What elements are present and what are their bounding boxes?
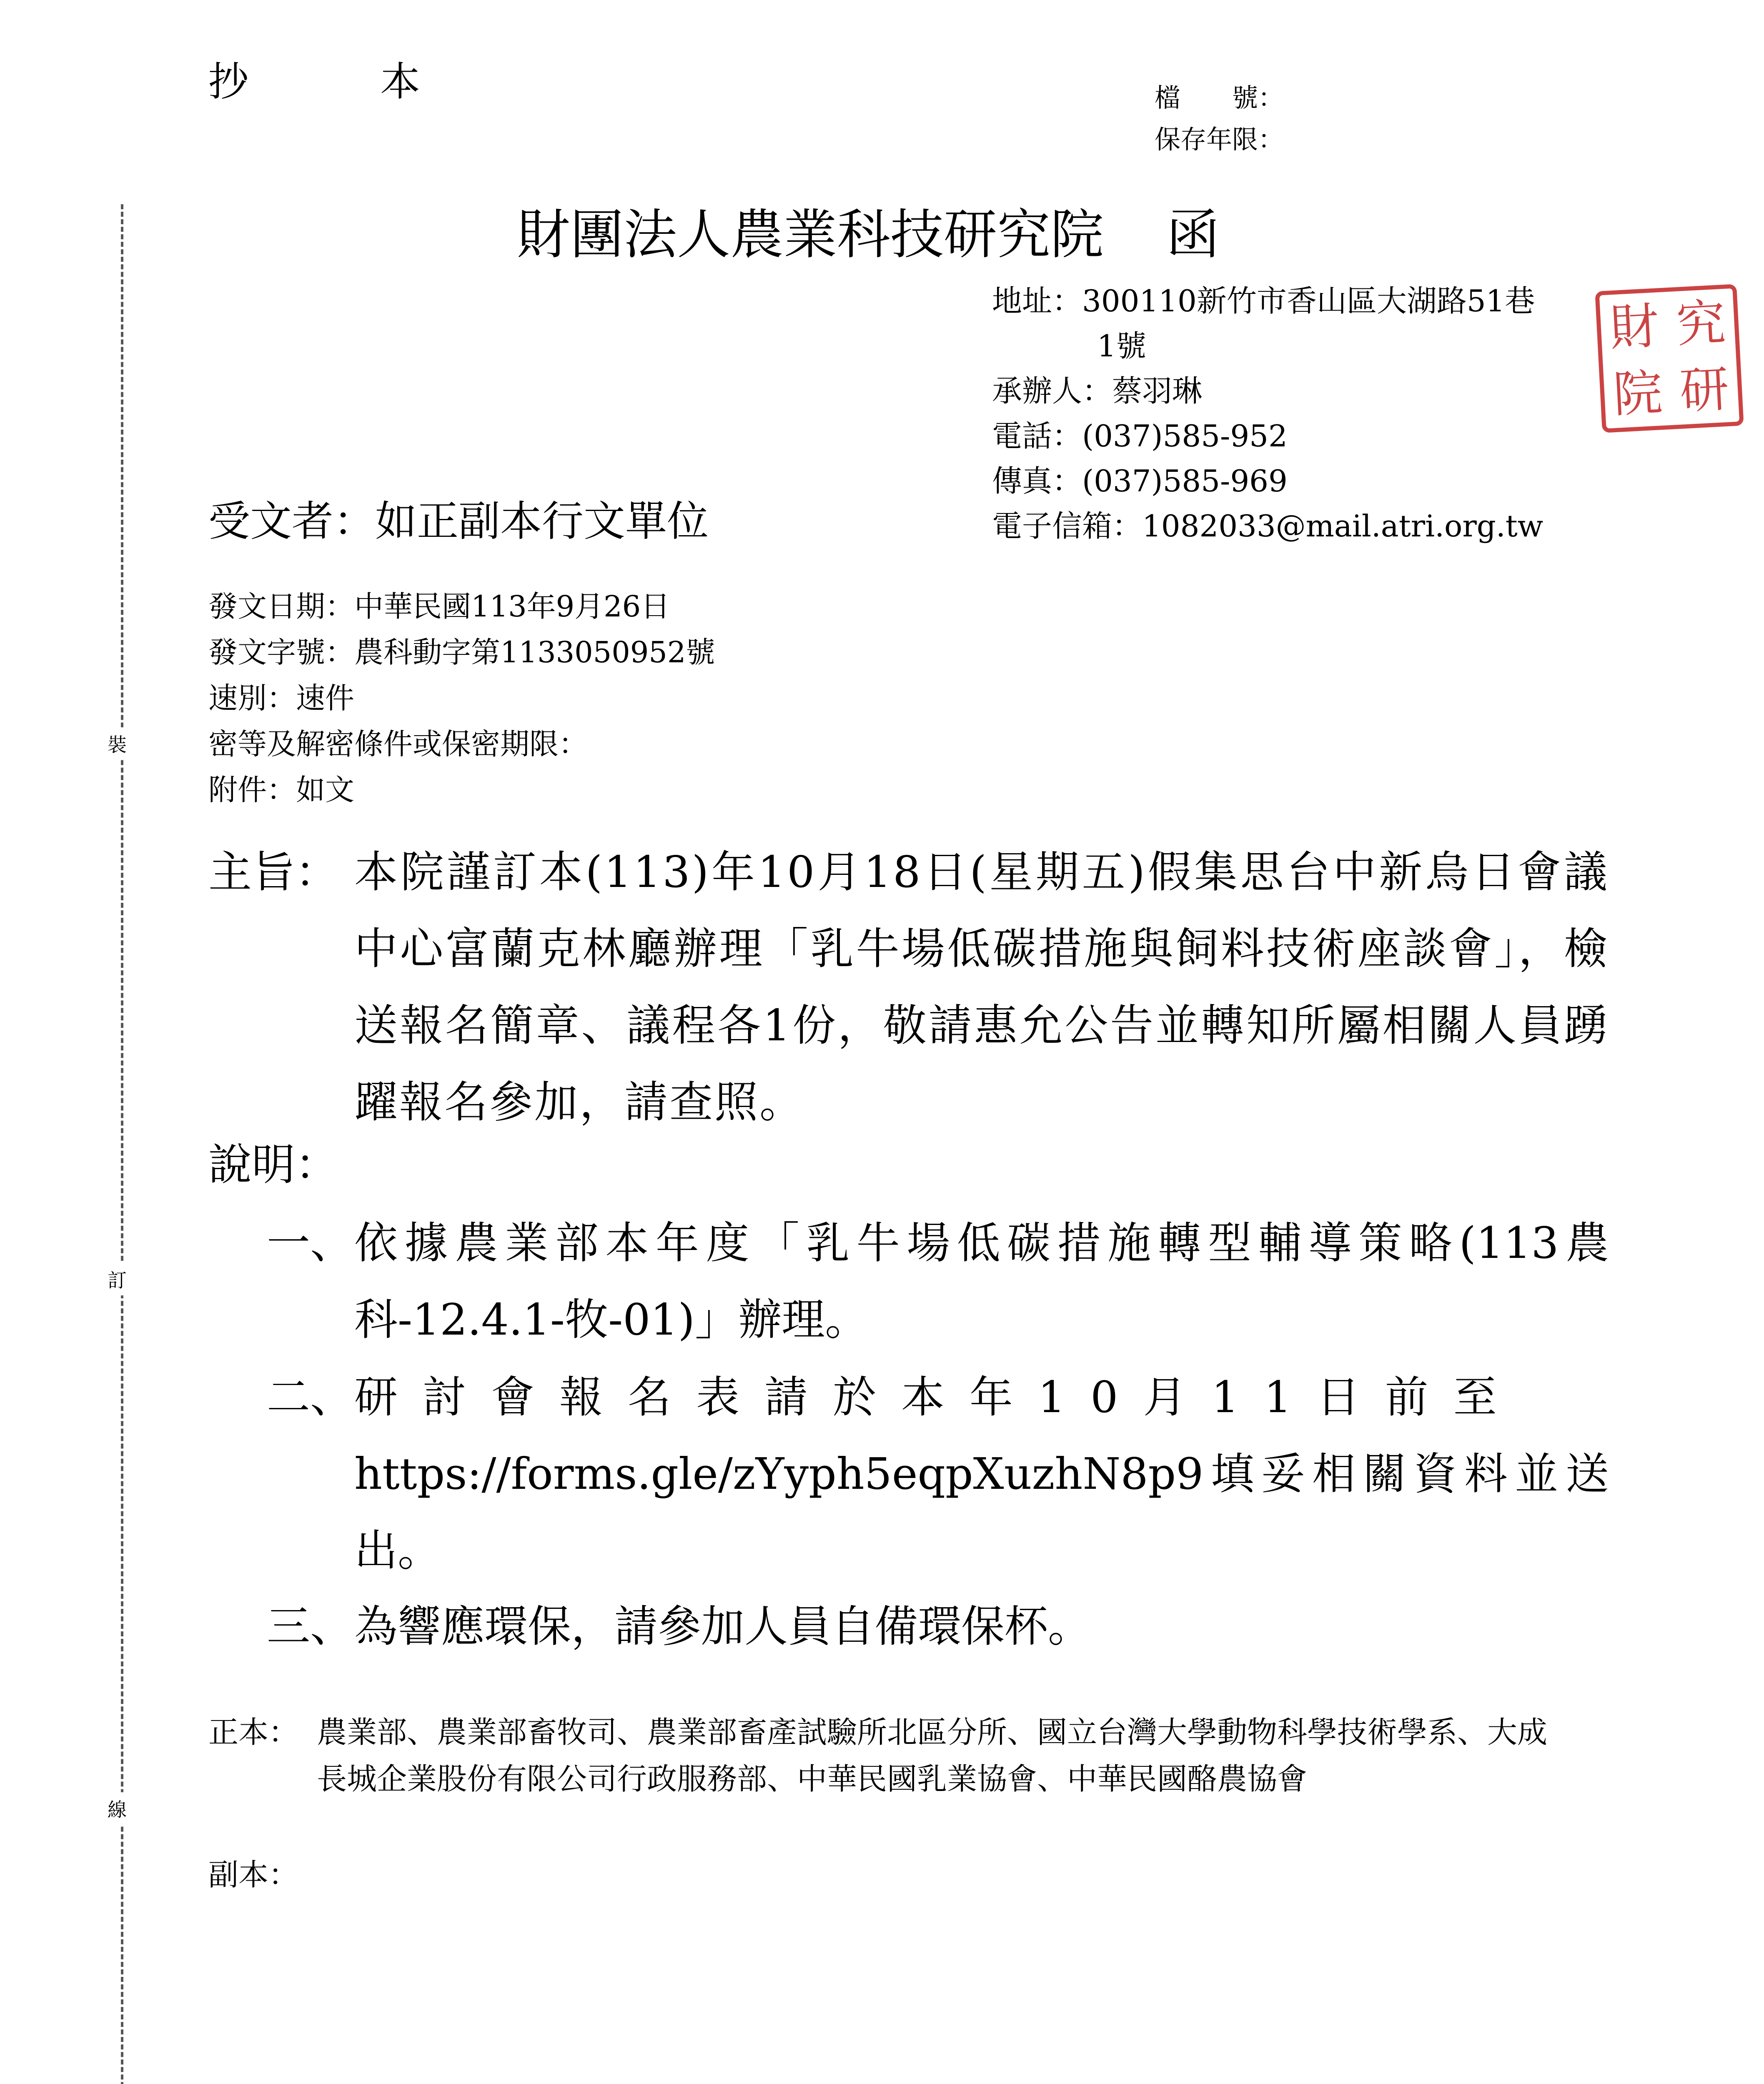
subject-text: 本院謹訂本(113)年10月18日(星期五)假集思台中新烏日會議中心富蘭克林廳辦理「乳牛場低碳措施與飼料技術座談會」，檢送報名簡章、議程各1份，敬請惠允公告並轉知所屬相關人員踴躍報名參加，請查照。 bbox=[354, 847, 1609, 1127]
item-text: https://forms.gle/zYyph5eqpXuzhN8p9填妥相關資料並送出。 bbox=[354, 1448, 1609, 1576]
issue-number: 發文字號：農科動字第1133050952號 bbox=[208, 635, 715, 669]
handler: 承辦人：蔡羽琳 bbox=[992, 373, 1203, 408]
seal-char: 院 bbox=[1611, 363, 1664, 424]
address-line2: 1號 bbox=[1097, 328, 1146, 363]
seal-char: 研 bbox=[1678, 360, 1731, 420]
item-number: 一、 bbox=[267, 1217, 354, 1268]
address-line1: 地址：300110新竹市香山區大湖路51巷 bbox=[992, 283, 1535, 318]
seal-char: 財 bbox=[1608, 297, 1661, 357]
binding-char-ding: 訂 bbox=[108, 1263, 127, 1295]
confidentiality: 密等及解密條件或保密期限： bbox=[208, 727, 588, 761]
item-number: 三、 bbox=[267, 1601, 354, 1652]
explanation-item bbox=[267, 1205, 1609, 1358]
copy-mark: 抄 本 bbox=[208, 58, 466, 105]
page-title bbox=[517, 192, 1220, 268]
item-text: 依據農業部本年度「乳牛場低碳措施轉型輔導策略(113農科-12.4.1-牧-01)」辦理。 bbox=[354, 1217, 1609, 1345]
main-recipients: 農業部、農業部畜牧司、農業部畜產試驗所北區分所、國立台灣大學動物科學技術學系、大成長城企業股份有限公司行政服務部、中華民國乳業協會、中華民國酪農協會 bbox=[317, 1715, 1548, 1796]
item-text-line1: 研討會報名表請於本年10月11日前至 bbox=[354, 1372, 1522, 1423]
email: 電子信箱：1082033@mail.atri.org.tw bbox=[992, 508, 1544, 544]
subject-section bbox=[208, 834, 1609, 1140]
recipient: 受文者：如正副本行文單位 bbox=[208, 497, 709, 546]
document-type: 函 bbox=[1166, 204, 1220, 266]
document-meta bbox=[208, 584, 715, 813]
binding-char-xian: 線 bbox=[108, 1792, 127, 1825]
issue-date: 發文日期：中華民國113年9月26日 bbox=[208, 589, 670, 624]
explanation-item bbox=[267, 1359, 1609, 1589]
file-meta bbox=[1155, 77, 1284, 160]
item-number: 二、 bbox=[267, 1372, 354, 1423]
retention-label: 保存年限： bbox=[1155, 124, 1284, 155]
organization-seal bbox=[1595, 284, 1744, 433]
distribution-main bbox=[208, 1709, 1576, 1802]
phone: 電話：(037)585-952 bbox=[992, 418, 1288, 453]
binding-char-zhuang: 裝 bbox=[108, 727, 127, 760]
explanation-label: 說明： bbox=[208, 1139, 339, 1190]
item-text: 為響應環保，請參加人員自備環保杯。 bbox=[354, 1601, 1092, 1652]
speed: 速別：速件 bbox=[208, 681, 354, 715]
organization-name: 財團法人農業科技研究院 bbox=[517, 204, 1104, 266]
explanation-item bbox=[267, 1588, 1609, 1665]
fax: 傳真：(037)585-969 bbox=[992, 463, 1288, 498]
cc-label: 副本： bbox=[208, 1857, 299, 1892]
subject-label: 主旨： bbox=[208, 847, 339, 897]
attachment: 附件：如文 bbox=[208, 773, 354, 807]
contact-block bbox=[992, 278, 1543, 549]
file-number-label: 檔 號： bbox=[1155, 83, 1284, 113]
main-recipients-label: 正本： bbox=[208, 1715, 299, 1750]
seal-char: 究 bbox=[1675, 293, 1727, 353]
